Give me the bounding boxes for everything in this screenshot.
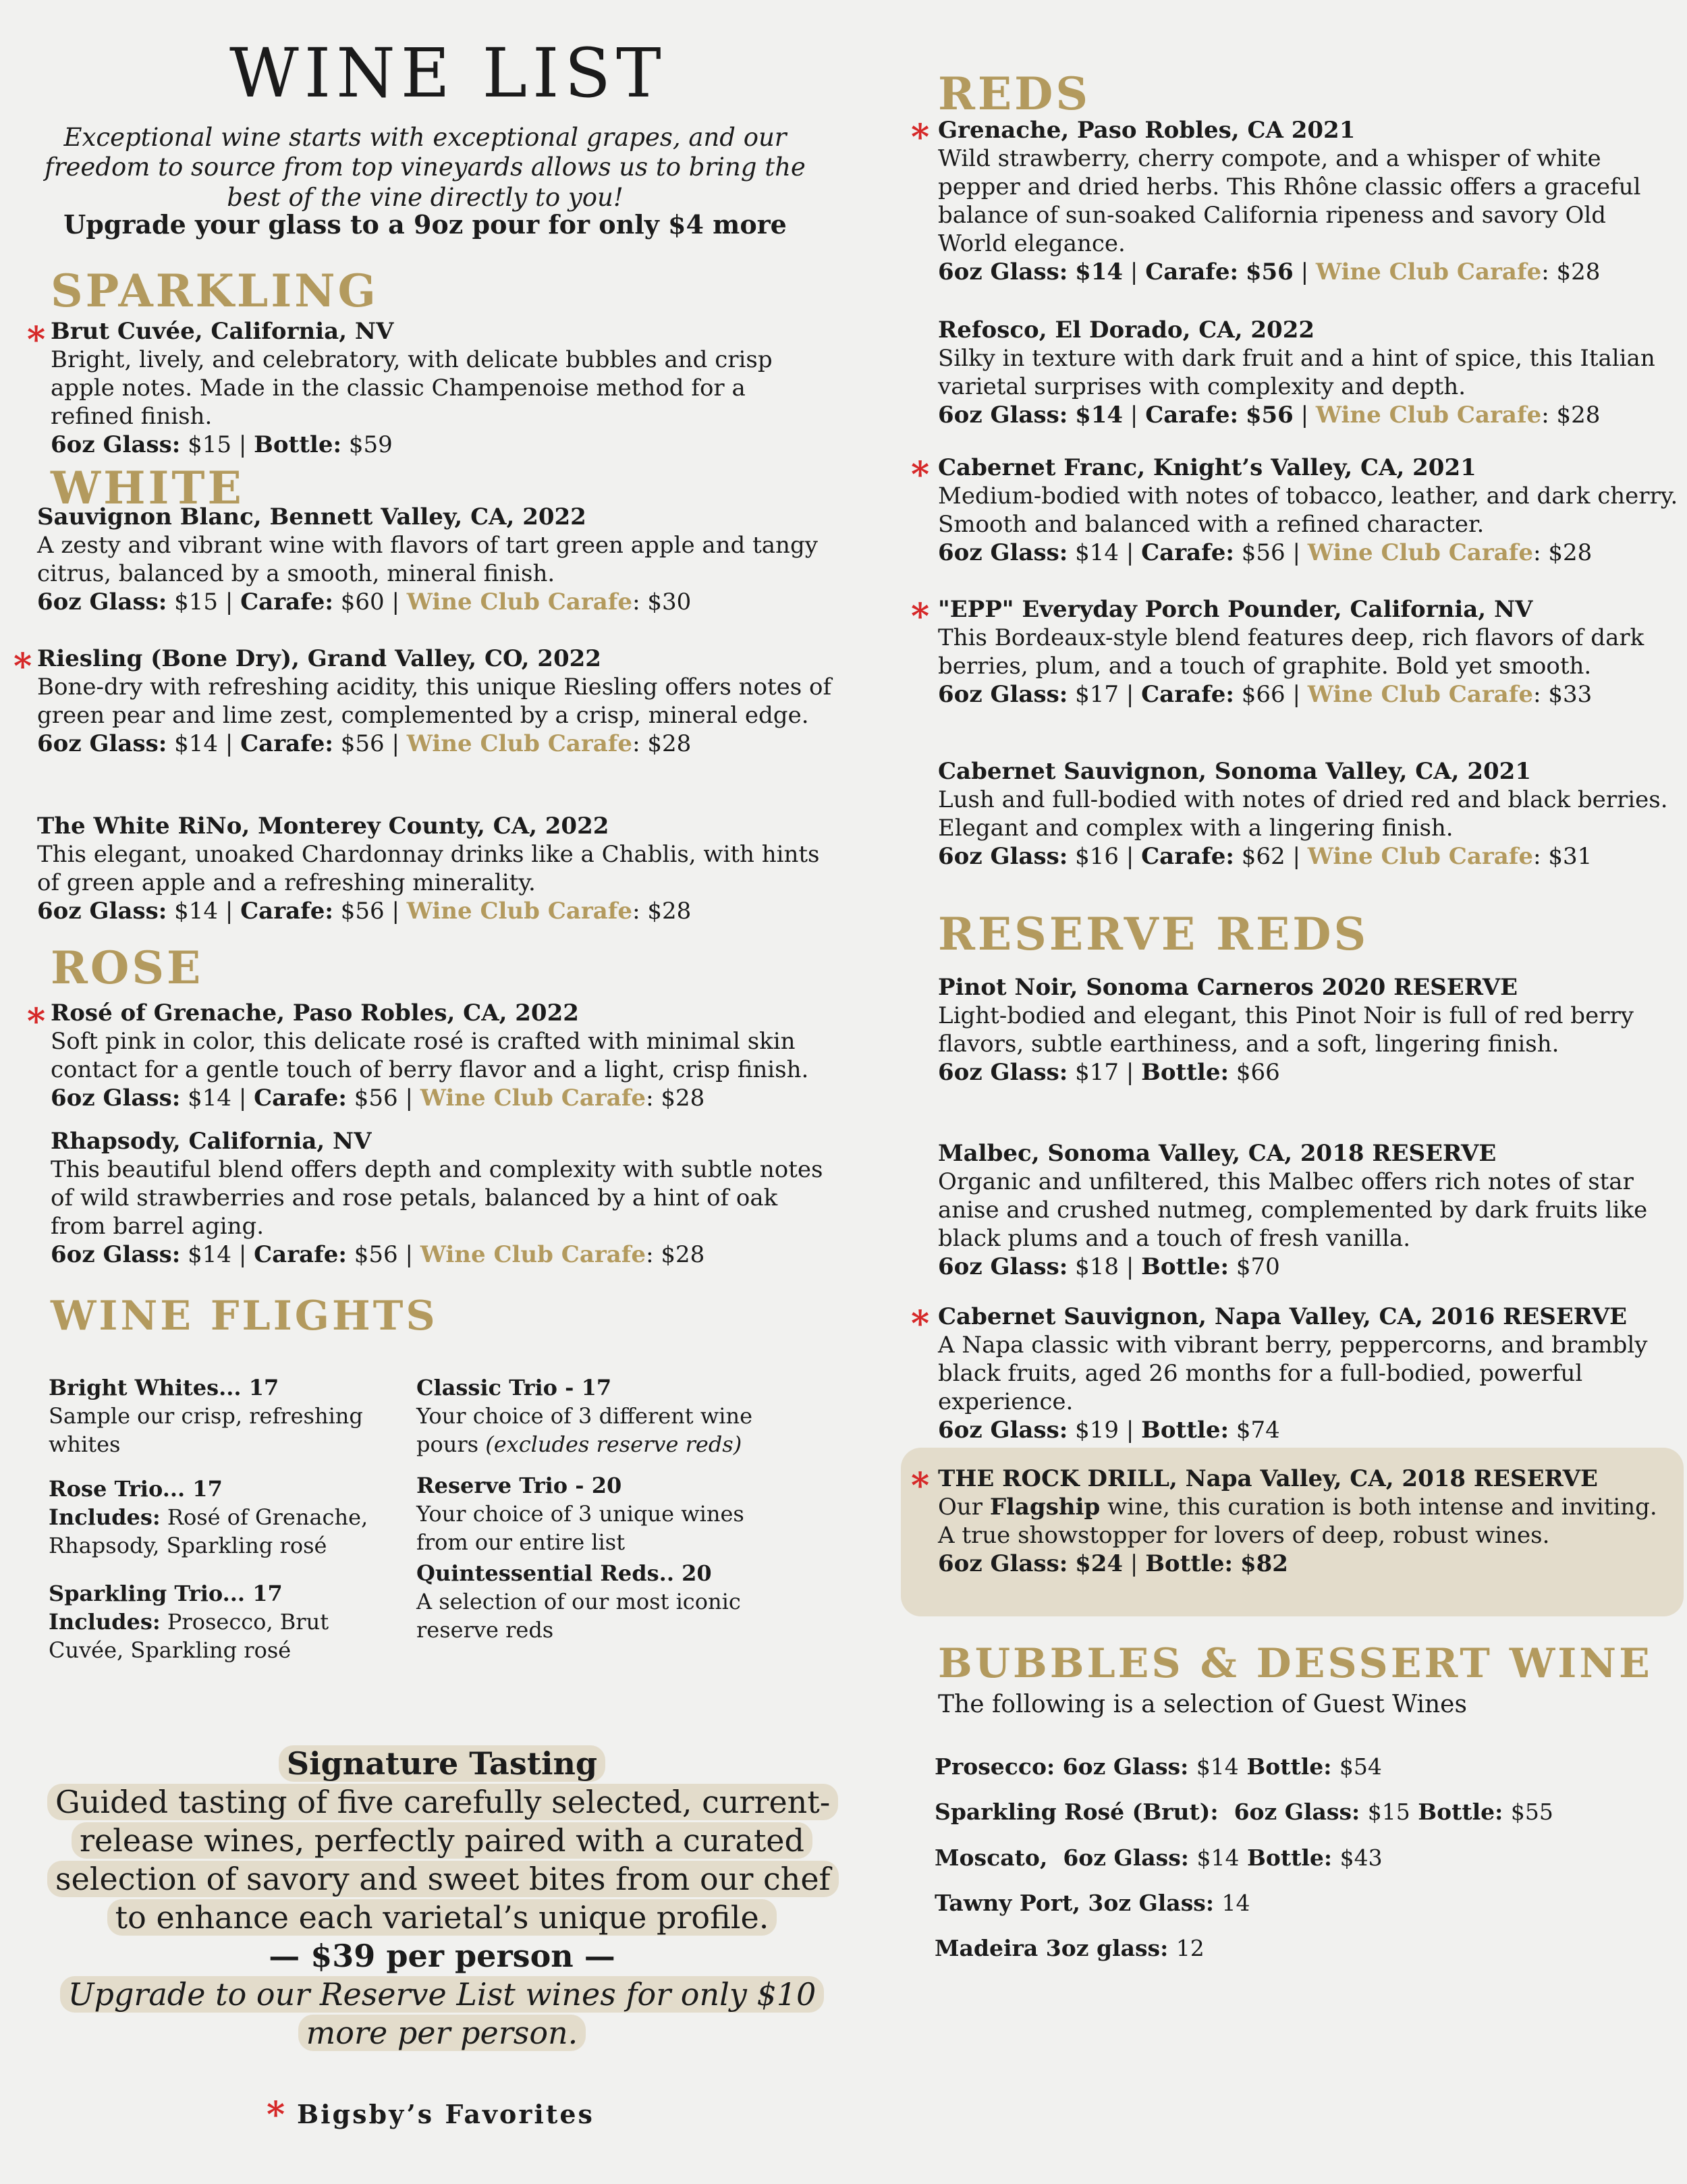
favorite-star-icon: * [911, 1465, 930, 1506]
wine-price: 6oz Glass: $24 | Bottle: $82 [938, 1550, 1288, 1577]
wine-name: Riesling (Bone Dry), Grand Valley, CO, 2022 [37, 645, 601, 672]
favorite-star-icon: * [267, 2094, 285, 2135]
wine-desc: Light-bodied and elegant, this Pinot Noir is full of red berry flavors, subtle earthiness, and a soft, lingering finish. [938, 1002, 1634, 1058]
wine-name: Brut Cuvée, California, NV [51, 318, 394, 345]
wine-item-flagship [938, 1465, 1680, 1578]
wine-desc: Organic and unfiltered, this Malbec offers rich notes of star anise and crushed nutmeg, complemented by dark fruits like black plums and a touch of fresh vanilla. [938, 1168, 1648, 1252]
wine-name: "EPP" Everyday Porch Pounder, California, NV [938, 596, 1533, 623]
wine-price: 6oz Glass: $16 | Carafe: $62 | Wine Club Carafe: $31 [938, 843, 1593, 870]
signature-upgrade: Upgrade to our Reserve List wines for only $10 more per person. [60, 1976, 825, 2051]
wine-price: 6oz Glass: $15 | Carafe: $60 | Wine Club Carafe: $30 [37, 589, 692, 616]
wine-name: Sauvignon Blanc, Bennett Valley, CA, 2022 [37, 503, 586, 530]
wine-desc: Medium-bodied with notes of tobacco, leather, and dark cherry. Smooth and balanced with a refined character. [938, 483, 1678, 538]
guest-item: Sparkling Rosé (Brut): 6oz Glass: $15 Bottle: $55 [935, 1799, 1553, 1825]
wine-name: THE ROCK DRILL, Napa Valley, CA, 2018 RESERVE [938, 1465, 1598, 1492]
wine-desc: Bright, lively, and celebratory, with delicate bubbles and crisp apple notes. Made in the classic Champenoise method for a refined finish. [51, 346, 773, 430]
wine-desc: A zesty and vibrant wine with flavors of tart green apple and tangy citrus, balanced by a smooth, mineral finish. [37, 532, 818, 587]
wine-item [51, 317, 827, 459]
signature-title: Signature Tasting [279, 1745, 605, 1782]
wine-name: Rosé of Grenache, Paso Robles, CA, 2022 [51, 1000, 579, 1027]
wine-name: Cabernet Franc, Knight’s Valley, CA, 2021 [938, 454, 1476, 481]
section-reds: REDS [938, 67, 1091, 120]
wine-desc: This Bordeaux-style blend features deep, rich flavors of dark berries, plum, and a touch of graphite. Bold yet smooth. [938, 624, 1644, 680]
wine-item [938, 454, 1680, 567]
wine-price: 6oz Glass: $14 | Carafe: $56 | Wine Club Carafe: $28 [51, 1085, 705, 1112]
wine-price: 6oz Glass: $14 | Carafe: $56 | Wine Club Carafe: $28 [938, 402, 1601, 429]
section-reserve-reds: RESERVE REDS [938, 908, 1369, 960]
intro-text: Exceptional wine starts with exceptional grapes, and our freedom to source from top vineyards allows us to bring the best of the vine directly to you! [45, 123, 806, 212]
section-rose: ROSE [51, 941, 204, 994]
guest-item: Moscato, 6oz Glass: $14 Bottle: $43 [935, 1845, 1383, 1871]
favorite-star-icon: * [911, 117, 930, 158]
wine-price: 6oz Glass: $19 | Bottle: $74 [938, 1417, 1280, 1444]
wine-item [938, 757, 1680, 871]
guest-item: Madeira 3oz glass: 12 [935, 1935, 1205, 1961]
wine-item [938, 116, 1680, 286]
section-white: WHITE [51, 462, 244, 514]
wine-price: 6oz Glass: $14 | Carafe: $56 | Wine Club Carafe: $28 [938, 539, 1593, 566]
favorite-star-icon: * [911, 596, 930, 637]
wine-desc: This elegant, unoaked Chardonnay drinks like a Chablis, with hints of green apple and a refreshing minerality. [37, 841, 820, 896]
wine-item [938, 1139, 1680, 1281]
wine-price: 6oz Glass: $14 | Carafe: $56 | Wine Club Carafe: $28 [938, 258, 1601, 285]
wine-item [37, 503, 833, 616]
wine-desc: Soft pink in color, this delicate rosé is crafted with minimal skin contact for a gentle touch of berry flavor and a light, crisp finish. [51, 1028, 809, 1083]
wine-desc: This beautiful blend offers depth and complexity with subtle notes of wild strawberries and rose petals, balanced by a hint of oak from barrel aging. [51, 1156, 823, 1240]
signature-price: — $39 per person — [269, 1938, 615, 1974]
favorite-star-icon: * [911, 1303, 930, 1344]
wine-price: 6oz Glass: $14 | Carafe: $56 | Wine Club Carafe: $28 [51, 1241, 705, 1268]
wine-item [938, 1303, 1680, 1444]
flight-item: Reserve Trio - 20 Your choice of 3 unique wines from our entire list [416, 1473, 744, 1555]
wine-desc: Our Flagship wine, this curation is both intense and inviting. A true showstopper for lovers of deep, robust wines. [938, 1494, 1657, 1549]
flight-item: Bright Whites... 17 Sample our crisp, refreshing whites [49, 1375, 363, 1457]
favorite-star-icon: * [911, 454, 930, 495]
favorite-star-icon: * [13, 646, 32, 687]
page-title: WINE LIST [229, 34, 667, 113]
flight-item: Sparkling Trio... 17 Includes: Prosecco, Brut Cuvée, Sparkling rosé [49, 1581, 329, 1663]
wine-price: 6oz Glass: $17 | Bottle: $66 [938, 1059, 1280, 1086]
wine-desc: Bone-dry with refreshing acidity, this unique Riesling offers notes of green pear and lime zest, complemented by a crisp, mineral edge. [37, 674, 832, 729]
wine-item [938, 973, 1680, 1087]
flight-item: Quintessential Reds.. 20 A selection of our most iconic reserve reds [416, 1560, 741, 1643]
wine-price: 6oz Glass: $14 | Carafe: $56 | Wine Club Carafe: $28 [37, 730, 692, 757]
wine-item [938, 595, 1680, 709]
wine-desc: A Napa classic with vibrant berry, peppercorns, and brambly black fruits, aged 26 months for a full-bodied, powerful experience. [938, 1332, 1648, 1415]
wine-name: Refosco, El Dorado, CA, 2022 [938, 317, 1315, 344]
favorite-star-icon: * [27, 319, 46, 360]
wine-price: 6oz Glass: $18 | Bottle: $70 [938, 1253, 1280, 1280]
wine-desc: Wild strawberry, cherry compote, and a whisper of white pepper and dried herbs. This Rhône classic offers a graceful balance of sun-soaked California ripeness and savory Old World elegance. [938, 145, 1641, 257]
wine-name: Cabernet Sauvignon, Sonoma Valley, CA, 2021 [938, 758, 1531, 785]
flight-item: Classic Trio - 17 Your choice of 3 different wine pours (excludes reserve reds) [416, 1375, 752, 1457]
wine-price: 6oz Glass: $15 | Bottle: $59 [51, 431, 393, 458]
wine-price: 6oz Glass: $14 | Carafe: $56 | Wine Club Carafe: $28 [37, 898, 692, 925]
wine-name: Cabernet Sauvignon, Napa Valley, CA, 2016 RESERVE [938, 1303, 1628, 1330]
section-wine-flights: WINE FLIGHTS [51, 1292, 438, 1340]
wine-name: Malbec, Sonoma Valley, CA, 2018 RESERVE [938, 1140, 1497, 1167]
wine-desc: Silky in texture with dark fruit and a hint of spice, this Italian varietal surprises with complexity and depth. [938, 345, 1655, 400]
wine-name: Rhapsody, California, NV [51, 1128, 372, 1155]
wine-item [51, 999, 833, 1112]
section-sparkling: SPARKLING [51, 265, 379, 317]
wine-desc: Lush and full-bodied with notes of dried red and black berries. Elegant and complex with a lingering finish. [938, 786, 1668, 842]
wine-item [938, 316, 1680, 429]
upgrade-note: Upgrade your glass to a 9oz pour for only $4 more [63, 209, 787, 240]
wine-name: Pinot Noir, Sonoma Carneros 2020 RESERVE [938, 974, 1518, 1001]
wine-price: 6oz Glass: $17 | Carafe: $66 | Wine Club Carafe: $33 [938, 681, 1593, 708]
wine-item [37, 645, 833, 758]
flight-item: Rose Trio... 17 Includes: Rosé of Grenache, Rhapsody, Sparkling rosé [49, 1476, 368, 1558]
signature-desc: Guided tasting of five carefully selected, current-release wines, perfectly paired with a curated selection of savory and sweet bites from our chef to enhance each varietal’s unique profile. [47, 1784, 839, 1936]
favorites-legend: Bigsby’s Favorites [297, 2099, 594, 2129]
guest-item: Tawny Port, 3oz Glass: 14 [935, 1890, 1250, 1916]
guest-item: Prosecco: 6oz Glass: $14 Bottle: $54 [935, 1753, 1382, 1780]
wine-name: Grenache, Paso Robles, CA 2021 [938, 117, 1356, 144]
guest-wines-note: The following is a selection of Guest Wines [938, 1691, 1467, 1718]
section-bubbles-dessert: BUBBLES & DESSERT WINE [938, 1640, 1653, 1687]
signature-tasting [47, 1745, 837, 2052]
wine-name: The White RiNo, Monterey County, CA, 2022 [37, 813, 609, 840]
wine-item [37, 812, 833, 925]
favorite-star-icon: * [27, 1001, 46, 1042]
wine-item [51, 1127, 833, 1269]
